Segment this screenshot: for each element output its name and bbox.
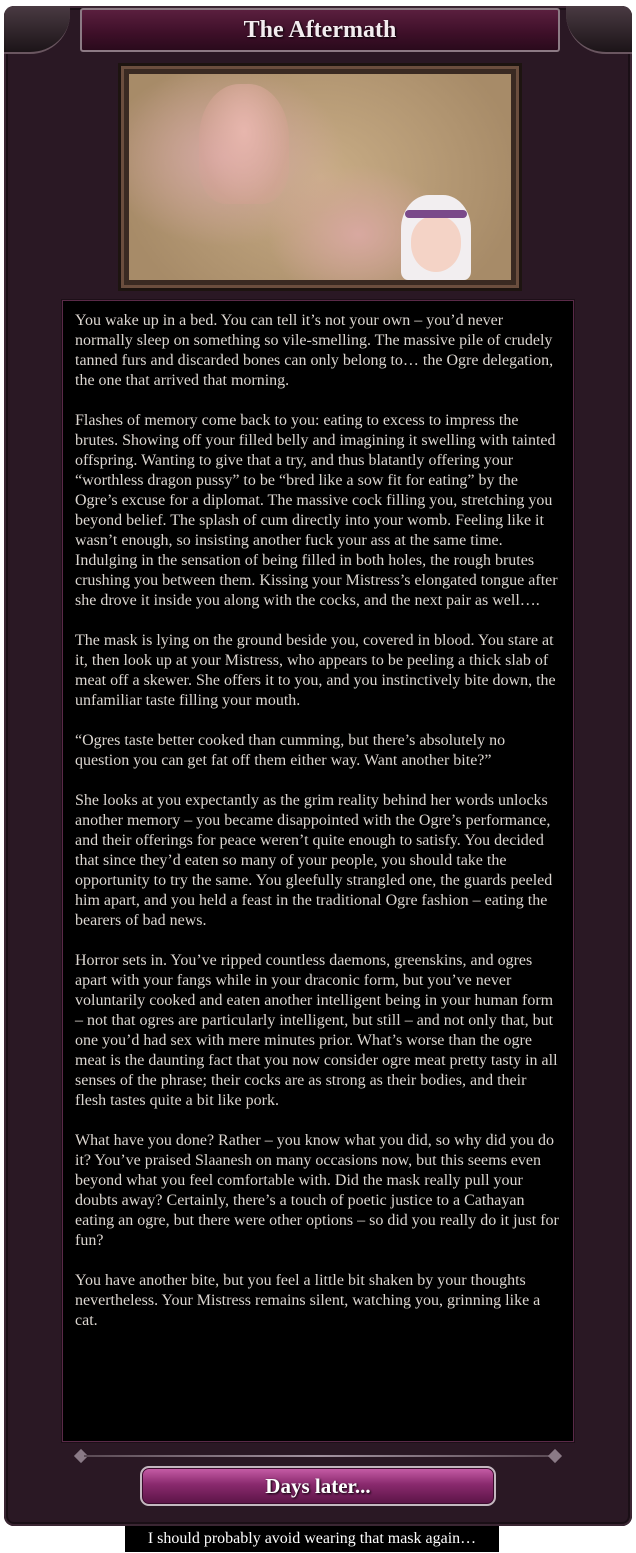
options-divider — [76, 1450, 560, 1462]
illustration-figure — [199, 84, 289, 204]
event-text-panel — [62, 300, 574, 1442]
frame-corner-right — [566, 6, 632, 54]
event-illustration — [129, 74, 511, 280]
title-bar — [80, 8, 560, 52]
days-later-button[interactable] — [140, 1466, 496, 1506]
event-paragraph-2: Flashes of memory come back to you: eating to excess to impress the brutes. Showing off your filled belly and imagining it swelling with tainted offspring. Wanting to give that a try, and thus blatantly offering your “worthless dragon pussy” to be “bred like a sow fit for eating” by the Ogre’s excuse for a diplomat. The massive cock filling you, stretching you beyond belief. The splash of cum directly into your womb. Feeling like it wasn’t enough, so insisting another fuck your ass at the same time. Indulging in the sensation of being filled in both holes, the rough brutes crushing you between them. Kissing your Mistress’s elongated tongue after she drove it inside you along with the cocks, and the next pair as well…. — [75, 412, 558, 609]
event-paragraph-8: You have another bite, but you feel a little bit shaken by your thoughts nevertheless. Your Mistress remains silent, watching you, grinning like a cat. — [75, 1272, 541, 1329]
illustration-character-portrait — [391, 185, 501, 280]
event-paragraph-4: “Ogres taste better cooked than cumming, but there’s absolutely no question you can get fat off them either way. Want another bite?” — [75, 732, 506, 769]
event-paragraph-1: You wake up in a bed. You can tell it’s not your own – you’d never normally sleep on something so vile-smelling. The massive pile of crudely tanned furs and discarded bones can only belong to… the Ogre delegation, the one that arrived that morning. — [75, 312, 554, 389]
event-paragraph-7: What have you done? Rather – you know what you did, so why did you do it? You’ve praised Slaanesh on many occasions now, but this seems even beyond what you feel comfortable with. Did the mask really pull your doubts away? Certainly, there’s a touch of poetic justice to a Cathayan eating an ogre, but there were other options – so did you really do it just for fun? — [75, 1132, 559, 1249]
event-image-frame — [118, 63, 522, 291]
event-paragraph-3: The mask is lying on the ground beside you, covered in blood. You stare at it, then look up at your Mistress, who appears to be peeling a thick slab of meat off a skewer. She offers it to you, and you instinctively bite down, the unfamiliar taste filling your mouth. — [75, 632, 556, 709]
tooltip-text: I should probably avoid wearing that mask again… — [147, 1530, 477, 1547]
event-paragraph-6: Horror sets in. You’ve ripped countless daemons, greenskins, and ogres apart with your fangs while in your draconic form, but you’ve never voluntarily cooked and eaten another intelligent being in your human form – not that ogres are particularly intelligent, but still – and not only that, but one you’d had sex with mere minutes prior. What’s worse than the ogre meat is the daunting fact that you now consider ogre meat pretty tasty in all senses of the phrase; their cocks are as strong as their bodies, and their flesh tastes quite a bit like pork. — [75, 952, 558, 1109]
choice-label: Days later... — [265, 1473, 371, 1498]
event-paragraph-5: She looks at you expectantly as the grim reality behind her words unlocks another memory – you became disappointed with the Ogre’s performance, and their offerings for peace weren’t quite enough to satisfy. You decided that since they’d eaten so many of your people, you should take the opportunity to try the same. You gleefully strangled one, the guards peeled him apart, and you held a feast in the traditional Ogre fashion – eating the bearers of bad news. — [75, 792, 553, 929]
frame-corner-left — [4, 6, 70, 54]
dialog-title: The Aftermath — [243, 16, 397, 43]
event-text — [75, 311, 561, 1351]
option-tooltip — [125, 1526, 499, 1552]
